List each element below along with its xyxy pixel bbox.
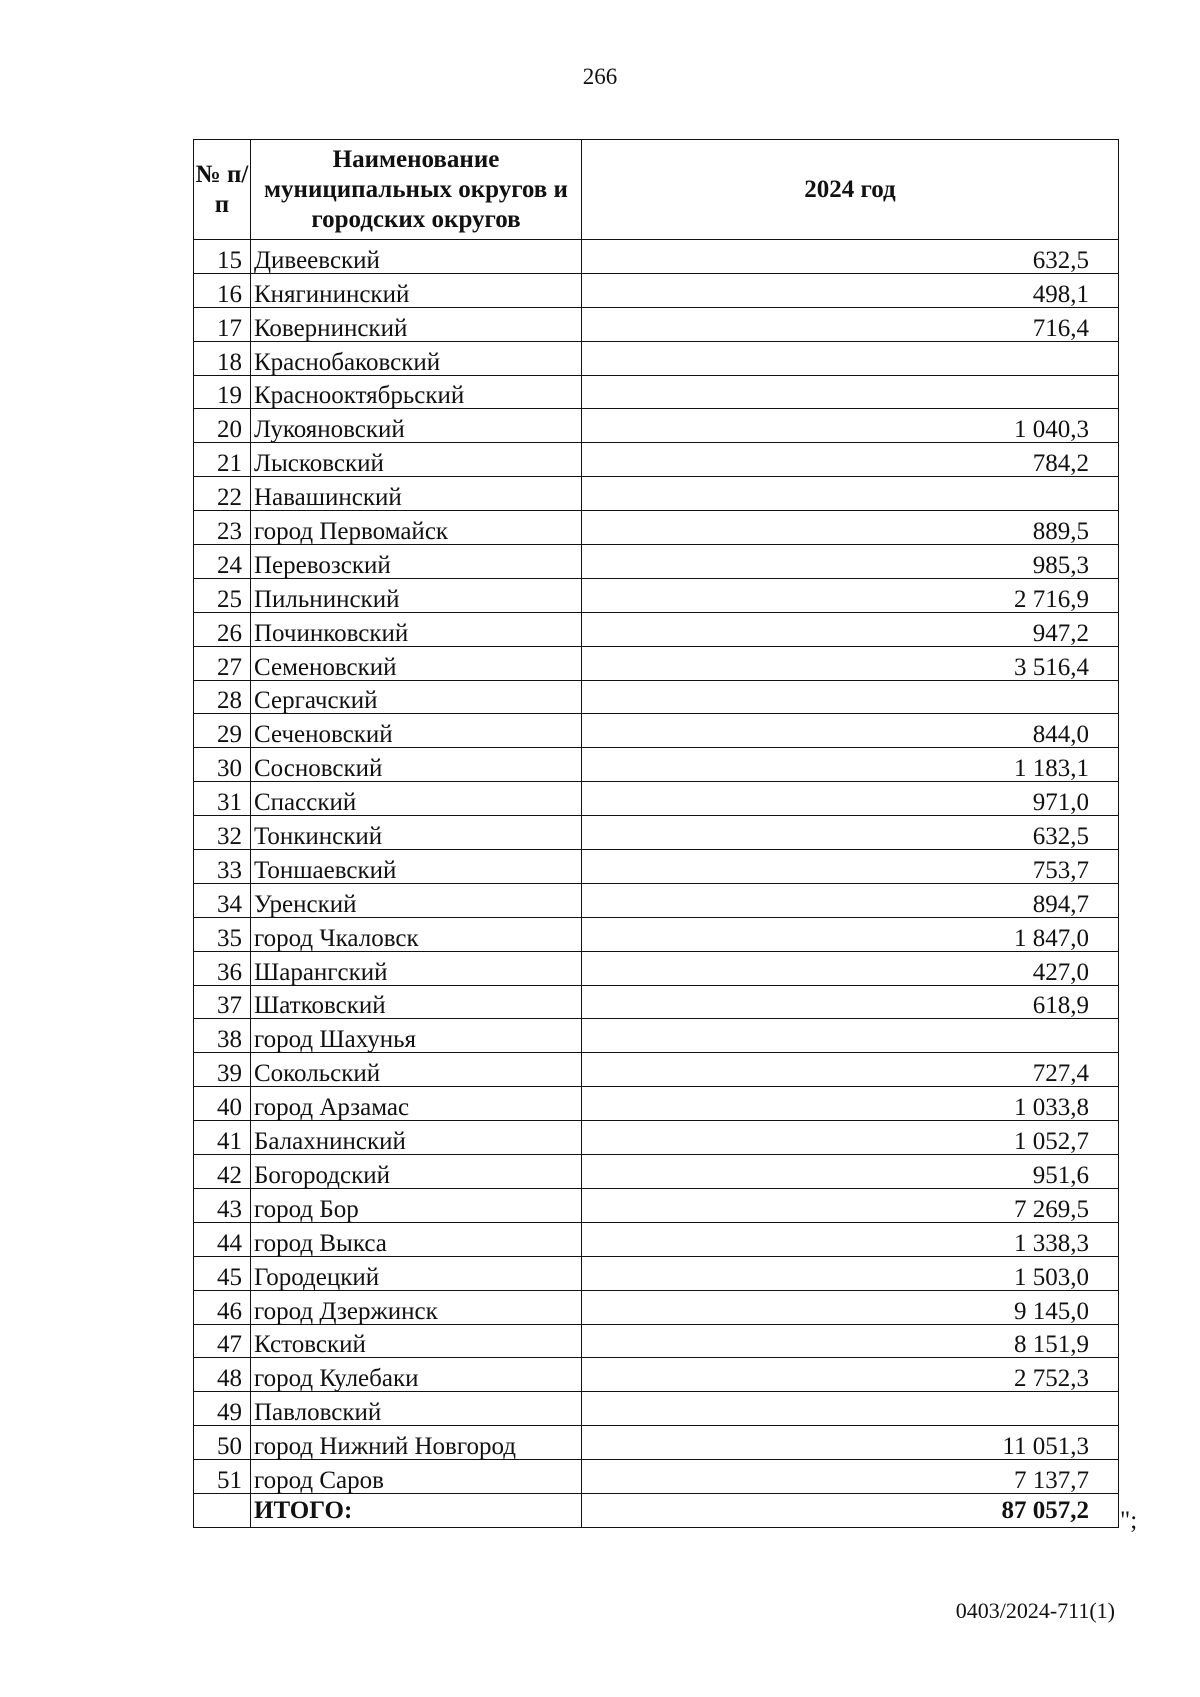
municipality-name: город Первомайск xyxy=(251,511,582,545)
municipality-name: город Чкаловск xyxy=(251,917,582,951)
row-number: 33 xyxy=(194,850,251,884)
table-row xyxy=(194,1188,1119,1222)
table-row xyxy=(194,1324,1119,1358)
municipality-name: Городецкий xyxy=(251,1256,582,1290)
table-row xyxy=(194,1358,1119,1392)
total-value: 87 057,2 xyxy=(582,1493,1119,1527)
amount-2024: 2 752,3 xyxy=(582,1358,1119,1392)
table-row xyxy=(194,240,1119,274)
municipality-name: Дивеевский xyxy=(251,240,582,274)
municipality-name: Починковский xyxy=(251,612,582,646)
amount-2024 xyxy=(582,1392,1119,1426)
amount-2024: 971,0 xyxy=(582,782,1119,816)
closing-quote-mark: "; xyxy=(1120,1507,1138,1534)
amount-2024: 3 516,4 xyxy=(582,646,1119,680)
table-row xyxy=(194,477,1119,511)
total-label: ИТОГО: xyxy=(251,1493,582,1527)
municipality-name: город Кулебаки xyxy=(251,1358,582,1392)
municipality-name: Лукояновский xyxy=(251,409,582,443)
row-number: 42 xyxy=(194,1155,251,1189)
amount-2024: 618,9 xyxy=(582,985,1119,1019)
table-row xyxy=(194,409,1119,443)
row-number: 45 xyxy=(194,1256,251,1290)
amount-2024: 753,7 xyxy=(582,850,1119,884)
row-number: 25 xyxy=(194,578,251,612)
row-number: 18 xyxy=(194,341,251,375)
budget-table xyxy=(193,139,1119,1528)
total-row xyxy=(194,1493,1119,1527)
row-number: 47 xyxy=(194,1324,251,1358)
municipality-name: Сеченовский xyxy=(251,714,582,748)
table-row xyxy=(194,1290,1119,1324)
amount-2024: 844,0 xyxy=(582,714,1119,748)
row-number: 31 xyxy=(194,782,251,816)
amount-2024: 1 338,3 xyxy=(582,1222,1119,1256)
amount-2024: 632,5 xyxy=(582,816,1119,850)
row-number: 40 xyxy=(194,1087,251,1121)
table-row xyxy=(194,1392,1119,1426)
row-number: 44 xyxy=(194,1222,251,1256)
table-row xyxy=(194,273,1119,307)
row-number: 32 xyxy=(194,816,251,850)
municipality-name: Павловский xyxy=(251,1392,582,1426)
amount-2024: 727,4 xyxy=(582,1053,1119,1087)
municipality-name: Семеновский xyxy=(251,646,582,680)
row-number: 41 xyxy=(194,1121,251,1155)
table-row xyxy=(194,782,1119,816)
amount-2024: 8 151,9 xyxy=(582,1324,1119,1358)
amount-2024: 1 503,0 xyxy=(582,1256,1119,1290)
municipality-name: Пильнинский xyxy=(251,578,582,612)
row-number: 30 xyxy=(194,748,251,782)
municipality-name: Шарангский xyxy=(251,951,582,985)
amount-2024: 716,4 xyxy=(582,307,1119,341)
total-num-cell xyxy=(194,1493,251,1527)
municipality-name: Ковернинский xyxy=(251,307,582,341)
table-row xyxy=(194,1222,1119,1256)
row-number: 15 xyxy=(194,240,251,274)
header-row xyxy=(194,140,1119,240)
municipality-name: Сосновский xyxy=(251,748,582,782)
amount-2024: 7 137,7 xyxy=(582,1460,1119,1494)
table-row xyxy=(194,680,1119,714)
amount-2024: 985,3 xyxy=(582,545,1119,579)
row-number: 34 xyxy=(194,883,251,917)
amount-2024 xyxy=(582,680,1119,714)
table-total xyxy=(194,1493,1119,1527)
table-row xyxy=(194,985,1119,1019)
amount-2024: 9 145,0 xyxy=(582,1290,1119,1324)
row-number: 46 xyxy=(194,1290,251,1324)
table-row xyxy=(194,646,1119,680)
municipality-name: Тоншаевский xyxy=(251,850,582,884)
row-number: 24 xyxy=(194,545,251,579)
row-number: 36 xyxy=(194,951,251,985)
municipality-name: город Бор xyxy=(251,1188,582,1222)
amount-2024: 1 183,1 xyxy=(582,748,1119,782)
row-number: 37 xyxy=(194,985,251,1019)
table-row xyxy=(194,714,1119,748)
municipality-name: Перевозский xyxy=(251,545,582,579)
municipality-name: Богородский xyxy=(251,1155,582,1189)
amount-2024: 951,6 xyxy=(582,1155,1119,1189)
row-number: 26 xyxy=(194,612,251,646)
amount-2024: 1 847,0 xyxy=(582,917,1119,951)
municipality-name: Краснобаковский xyxy=(251,341,582,375)
amount-2024: 498,1 xyxy=(582,273,1119,307)
row-number: 50 xyxy=(194,1426,251,1460)
row-number: 38 xyxy=(194,1019,251,1053)
amount-2024: 2 716,9 xyxy=(582,578,1119,612)
amount-2024 xyxy=(582,1019,1119,1053)
row-number: 16 xyxy=(194,273,251,307)
amount-2024: 894,7 xyxy=(582,883,1119,917)
table-row xyxy=(194,883,1119,917)
row-number: 21 xyxy=(194,443,251,477)
table-row xyxy=(194,917,1119,951)
amount-2024: 947,2 xyxy=(582,612,1119,646)
table-row xyxy=(194,578,1119,612)
table-row xyxy=(194,1121,1119,1155)
row-number: 35 xyxy=(194,917,251,951)
header-year: 2024 год xyxy=(582,140,1119,240)
table-row xyxy=(194,307,1119,341)
table-row xyxy=(194,951,1119,985)
table-row xyxy=(194,1053,1119,1087)
amount-2024: 7 269,5 xyxy=(582,1188,1119,1222)
municipality-name: Навашинский xyxy=(251,477,582,511)
table-header xyxy=(194,140,1119,240)
municipality-name: город Дзержинск xyxy=(251,1290,582,1324)
table-body xyxy=(194,240,1119,1494)
municipality-name: Княгининский xyxy=(251,273,582,307)
municipality-name: Спасский xyxy=(251,782,582,816)
municipality-name: город Арзамас xyxy=(251,1087,582,1121)
amount-2024: 1 033,8 xyxy=(582,1087,1119,1121)
row-number: 19 xyxy=(194,375,251,409)
municipality-name: Лысковский xyxy=(251,443,582,477)
row-number: 43 xyxy=(194,1188,251,1222)
table-row xyxy=(194,1155,1119,1189)
amount-2024: 1 052,7 xyxy=(582,1121,1119,1155)
municipality-name: город Нижний Новгород xyxy=(251,1426,582,1460)
header-num: № п/п xyxy=(194,140,251,240)
municipality-name: Шатковский xyxy=(251,985,582,1019)
amount-2024: 11 051,3 xyxy=(582,1426,1119,1460)
amount-2024 xyxy=(582,375,1119,409)
row-number: 28 xyxy=(194,680,251,714)
municipality-name: город Выкса xyxy=(251,1222,582,1256)
table-row xyxy=(194,612,1119,646)
row-number: 39 xyxy=(194,1053,251,1087)
amount-2024 xyxy=(582,477,1119,511)
amount-2024: 784,2 xyxy=(582,443,1119,477)
row-number: 17 xyxy=(194,307,251,341)
municipality-name: Сокольский xyxy=(251,1053,582,1087)
page-number: 266 xyxy=(582,64,618,89)
municipality-name: Тонкинский xyxy=(251,816,582,850)
row-number: 22 xyxy=(194,477,251,511)
table-row xyxy=(194,1426,1119,1460)
table-row xyxy=(194,511,1119,545)
municipality-name: город Саров xyxy=(251,1460,582,1494)
municipality-name: Сергачский xyxy=(251,680,582,714)
row-number: 49 xyxy=(194,1392,251,1426)
municipality-name: Уренский xyxy=(251,883,582,917)
municipality-name: Краснооктябрьский xyxy=(251,375,582,409)
table-row xyxy=(194,1256,1119,1290)
row-number: 23 xyxy=(194,511,251,545)
row-number: 51 xyxy=(194,1460,251,1494)
header-name: Наименование муниципальных округов и городских округов xyxy=(251,140,582,240)
row-number: 29 xyxy=(194,714,251,748)
table-row xyxy=(194,1460,1119,1494)
row-number: 20 xyxy=(194,409,251,443)
row-number: 48 xyxy=(194,1358,251,1392)
table-row xyxy=(194,341,1119,375)
table-row xyxy=(194,850,1119,884)
row-number: 27 xyxy=(194,646,251,680)
municipality-name: город Шахунья xyxy=(251,1019,582,1053)
table-row xyxy=(194,443,1119,477)
table-row xyxy=(194,748,1119,782)
amount-2024: 1 040,3 xyxy=(582,409,1119,443)
amount-2024: 889,5 xyxy=(582,511,1119,545)
document-code: 0403/2024-711(1) xyxy=(955,1598,1115,1623)
table-row xyxy=(194,1087,1119,1121)
table-row xyxy=(194,375,1119,409)
amount-2024: 632,5 xyxy=(582,240,1119,274)
table-row xyxy=(194,1019,1119,1053)
table-row xyxy=(194,545,1119,579)
municipality-name: Балахнинский xyxy=(251,1121,582,1155)
amount-2024: 427,0 xyxy=(582,951,1119,985)
municipality-name: Кстовский xyxy=(251,1324,582,1358)
table-row xyxy=(194,816,1119,850)
amount-2024 xyxy=(582,341,1119,375)
